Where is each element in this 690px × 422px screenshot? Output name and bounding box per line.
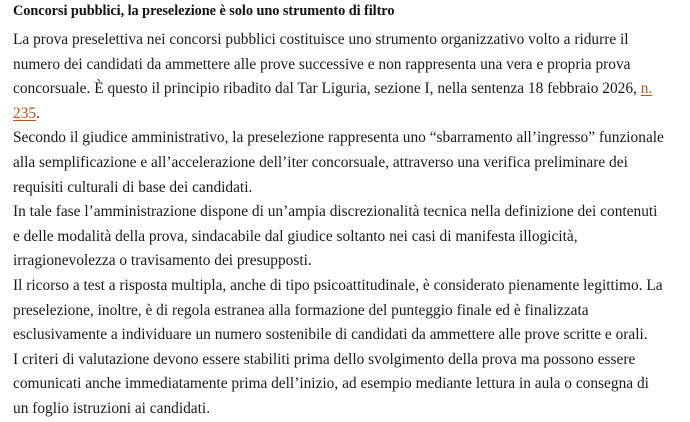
paragraph-sbarramento: Secondo il giudice amministrativo, la preselezione rappresenta uno “sbarramento all’ingresso” funzionale alla semplificazione e all’accelerazione dell’iter concorsuale, attraverso una verifica preliminare dei requisiti culturali di base dei candidati. [13, 129, 664, 196]
paragraph-discrezionalita: In tale fase l’amministrazione dispone di un’ampia discrezionalità tecnica nella definizione dei contenuti e delle modalità della prova, sindacabile dal giudice soltanto nei casi di manifesta illogicità, irragionevolezza o travisamento dei presupposti. [13, 203, 658, 270]
page-title: Concorsi pubblici, la preselezione è solo uno strumento di filtro [13, 3, 395, 19]
paragraph-test: Il ricorso a test a risposta multipla, anche di tipo psicoattitudinale, è considerato pienamente legittimo. La preselezione, inoltre, è di regola estranea alla formazione del punteggio finale ed è finalizzata esclusivamente a individuare un numero sostenibile di candidati da ammettere alle prove scritte e orali. [13, 276, 663, 344]
article-body [13, 28, 664, 422]
sentenza-reference-link[interactable]: n. 235 [13, 80, 653, 122]
paragraph-intro-text-after-link: . [36, 104, 40, 122]
paragraph-intro-text-before-link: La prova preselettiva nei concorsi pubblici costituisce uno strumento organizzativo volto a ridurre il numero dei candidati da ammettere alle prove successive e non rappresenta una vera e propria prova concorsuale. È questo il principio ribadito dal Tar Liguria, sezione I, nella sentenza 18 febbraio 2026, [13, 31, 641, 98]
paragraph-criteri: I criteri di valutazione devono essere stabiliti prima dello svolgimento della prova ma possono essere comunicati anche immediatamente prima dell’inizio, ad esempio mediante lettura in aula o consegna di un foglio istruzioni ai candidati. [13, 350, 649, 417]
paragraph-intro [13, 28, 664, 126]
